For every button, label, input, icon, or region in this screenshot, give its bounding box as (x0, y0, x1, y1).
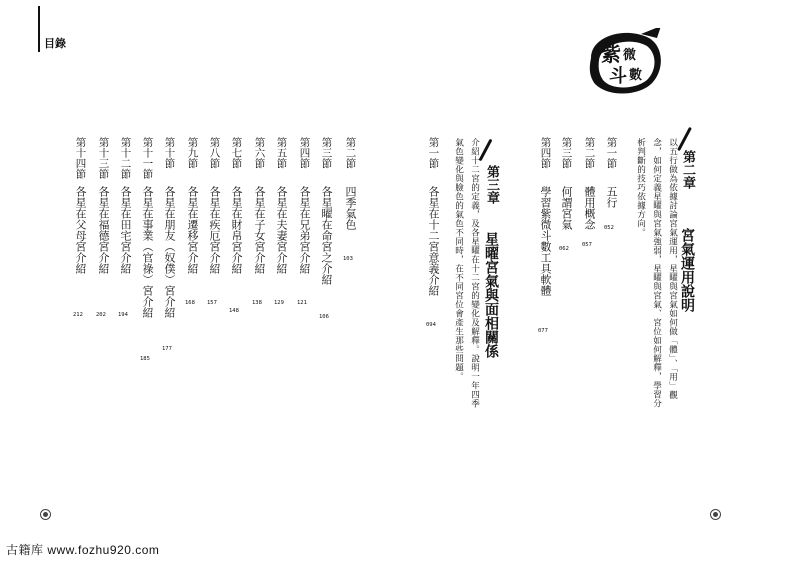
toc-entry-title: 各星在朋友（奴僕）宮介紹 (163, 186, 176, 318)
chapter2-title: 宮氣運用說明 (679, 228, 695, 312)
toc-section-number: 第四節 (539, 137, 552, 169)
toc-section-number: 第四節 (298, 137, 311, 169)
logo-char-3: 斗 (609, 66, 627, 87)
intro-line: 介紹十二宮的定義，及各星曜在十二宮的變化及解釋。說明一年四季 (469, 138, 480, 408)
left-page (0, 0, 396, 561)
toc-entry-title: 各星在十二宮意義介紹 (427, 186, 440, 296)
toc-entry-title: 各星曜在命宮之介紹 (320, 186, 333, 285)
logo-char-4: 數 (629, 68, 643, 83)
logo (585, 28, 665, 96)
toc-page-number: 129 (274, 300, 284, 306)
toc-page-number: 103 (343, 256, 353, 262)
toc-page-number: 094 (426, 322, 436, 328)
toc-page-number: 057 (582, 242, 592, 248)
toc-entry-title: 何謂宮氣 (560, 186, 573, 230)
toc-section-number: 第八節 (208, 137, 221, 169)
toc-entry-title: 學習紫微斗數工具軟體 (539, 186, 552, 296)
toc-page-number: 077 (538, 328, 548, 334)
logo-char-1: 紫 (601, 42, 621, 66)
toc-section-number: 第九節 (186, 137, 199, 169)
chapter3-title: 星曜宮氣與面相關係 (483, 232, 499, 358)
toc-entry-title: 四季氣色 (344, 186, 357, 230)
toc-page-number: 148 (229, 308, 239, 314)
toc-section-number: 第二節 (344, 137, 357, 169)
toc-entry-title: 各星在福德宮介紹 (97, 186, 110, 274)
toc-entry-title: 五行 (605, 186, 618, 208)
toc-section-number: 第十二節 (119, 137, 132, 179)
toc-section-number: 第十三節 (97, 137, 110, 179)
toc-entry-title: 各星在父母宮介紹 (74, 186, 87, 274)
toc-page-number: 106 (319, 314, 329, 320)
chapter3-label: 第三章 (484, 165, 499, 204)
toc-page-number: 138 (252, 300, 262, 306)
toc-page-number: 185 (140, 356, 150, 362)
toc-entry-title: 各星在疾厄宮介紹 (208, 186, 221, 274)
header-rule (38, 6, 40, 52)
toc-section-number: 第十一節 (141, 137, 154, 179)
toc-entry-title: 各星在財帛宮介紹 (230, 186, 243, 274)
toc-section-number: 第十四節 (74, 137, 87, 179)
intro-line: 以五行做為依據討論宮氣運用，星曜與宮氣如何做「體」、「用」觀 (667, 138, 678, 400)
toc-entry-title: 各星在夫妻宮介紹 (275, 186, 288, 274)
header-label: 目錄 (44, 37, 66, 50)
toc-page-number: 157 (207, 300, 217, 306)
toc-entry-title: 各星在子女宮介紹 (253, 186, 266, 274)
toc-page-number: 168 (185, 300, 195, 306)
toc-section-number: 第三節 (320, 137, 333, 169)
logo-char-2: 微 (623, 48, 637, 63)
toc-entry-title: 體用概念 (583, 186, 596, 230)
toc-entry-title: 各星在兄弟宮介紹 (298, 186, 311, 274)
toc-page-number: 121 (297, 300, 307, 306)
toc-page-number: 062 (559, 246, 569, 252)
intro-line: 氣色變化與臉色的氣色不同時，在不同宮位會產生那些問題。 (453, 138, 464, 381)
toc-section-number: 第五節 (275, 137, 288, 169)
toc-page-number: 212 (73, 312, 83, 318)
page-ornament-left (40, 509, 51, 520)
toc-page-number: 202 (96, 312, 106, 318)
toc-section-number: 第三節 (560, 137, 573, 169)
toc-section-number: 第六節 (253, 137, 266, 169)
toc-section-number: 第一節 (605, 137, 618, 169)
toc-page-number: 194 (118, 312, 128, 318)
toc-page-number: 177 (162, 346, 172, 352)
toc-entry-title: 各星在遷移宮介紹 (186, 186, 199, 274)
toc-section-number: 第二節 (583, 137, 596, 169)
toc-page-number: 052 (604, 225, 614, 231)
intro-line: 念，如何定義星曜與宮氣強弱，星曜與宮氣、宮位如何解釋，學習分 (651, 138, 662, 408)
toc-section-number: 第七節 (230, 137, 243, 169)
toc-entry-title: 各星在事業（官祿）宮介紹 (141, 186, 154, 318)
toc-section-number: 第十節 (163, 137, 176, 169)
intro-line: 析判斷的技巧依據方向。 (635, 138, 646, 237)
page-ornament-right (710, 509, 721, 520)
toc-entry-title: 各星在田宅宮介紹 (119, 186, 132, 274)
chapter2-label: 第二章 (680, 150, 695, 189)
toc-section-number: 第一節 (427, 137, 440, 169)
site-watermark: 古籍库 www.fozhu920.com (6, 543, 160, 557)
